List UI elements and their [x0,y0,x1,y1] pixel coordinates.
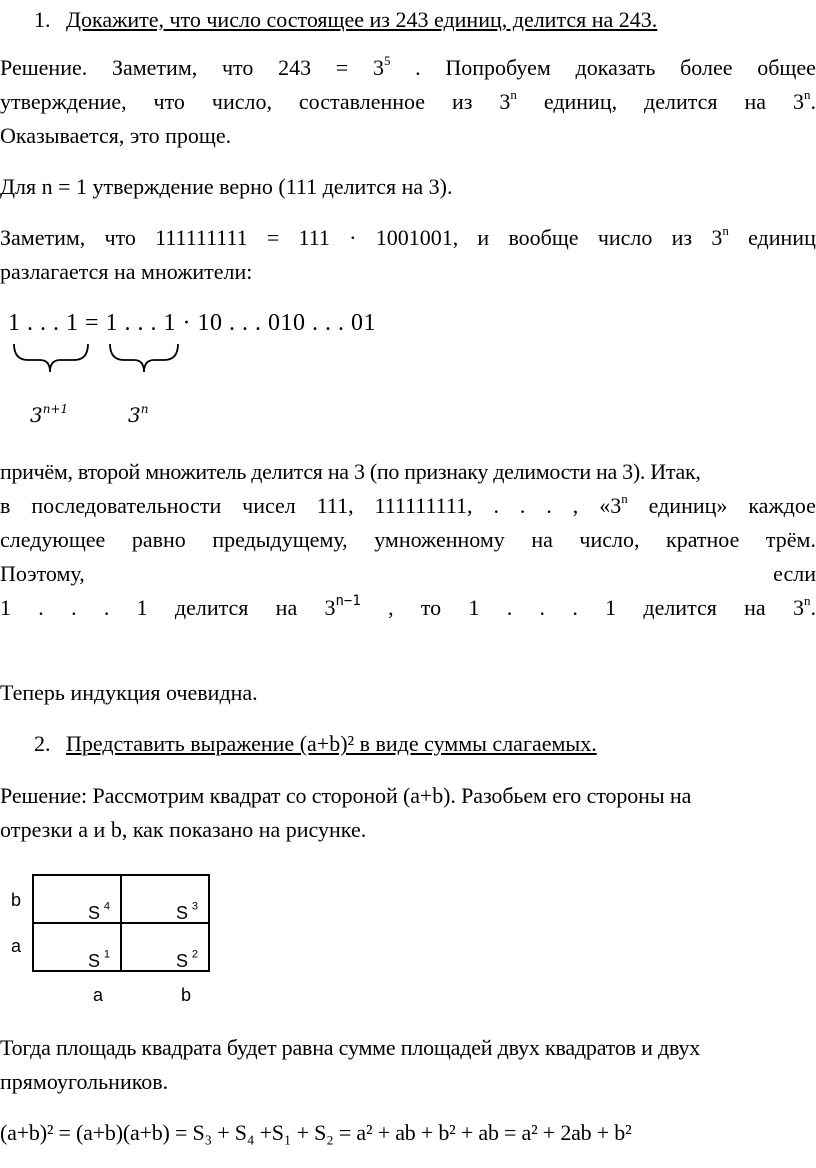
cell-s1: S $_1$ [32,922,122,972]
task1-heading [34,3,816,37]
task2-p2-line2: прямоугольников. [0,1069,169,1094]
task1-p5: Теперь индукция очевидна. [0,680,258,705]
underbraces [10,342,190,384]
cell-s3: S $_3$ [120,874,210,924]
underbrace-1 [14,344,88,372]
task1-p3-line2: разлагается на множители: [0,259,253,284]
task1-p4-line2: в последовательности чисел 111, 111111111, . . . , «3$^n$ единиц» каждое [0,491,816,518]
task2-heading [34,727,816,761]
task1-p3-line1: Заметим, что 111111111 = 111 · 1001001, и вообще число из 3$^n$ единиц [0,223,816,250]
cell-s2: S $_2$ [120,922,210,972]
factorization-formula: 1 . . . 1 = 1 . . . 1 · 10 . . . 010 . . . 01 [8,310,377,336]
bottom-label-b: b [181,985,192,1005]
task1-p4-line1: причём, второй множитель делится на 3 (по признаку делимости на 3). Итак, [0,459,701,484]
task1-p4-line4: Поэтому, если [0,561,816,586]
task1-p1-line1: Решение. Заметим, что 243 = $3^5$ . Попробуем доказать более общее [0,53,816,80]
square-grid [32,874,208,970]
task1-p4-line3: следующее равно предыдущему, умноженному на число, кратное трём. [0,527,816,552]
cell-s4: S $_4$ [32,874,122,924]
task2-p1-line2: отрезки a и b, как показано на рисунке. [0,817,367,842]
task1-p1-line3: Оказывается, это проще. [0,123,232,148]
task1-p4-line5: 1 . . . 1 делится на $3^{n-1}$ , то 1 . . . 1 делится на 3$^n$. [0,593,816,620]
brace2-label: 3$^n$ [128,402,149,427]
task2-p2-line1: Тогда площадь квадрата будет равна сумме площадей двух квадратов и двух [0,1035,701,1060]
task1-number: 1. [34,7,51,32]
task2-number: 2. [34,731,51,756]
task1-p1-line2: утверждение, что число, составленное из 3$^n$ единиц, делится на 3$^n$. [0,87,816,114]
task1-title: Докажите, что число состоящее из 243 единиц, делится на 243. [66,7,658,32]
task2-title: Представить выражение (a+b)² в виде суммы слагаемых. [66,731,597,756]
bottom-label-a: a [93,985,104,1005]
side-label-a: a [11,936,22,956]
task2-p1-line1: Решение: Рассмотрим квадрат со стороной (a+b). Разобьем его стороны на [0,783,692,808]
underbrace-2 [110,344,178,372]
task1-p2: Для n = 1 утверждение верно (111 делится на 3). [0,174,453,199]
side-label-b: b [11,890,22,910]
brace1-label: $3^{n+1}$ [30,402,69,427]
expansion-formula: (a+b)² = (a+b)(a+b) = S₃ + S₄ +S₁ + S₂ = a² + ab + b² + ab = a² + 2ab + b² [0,1120,632,1145]
